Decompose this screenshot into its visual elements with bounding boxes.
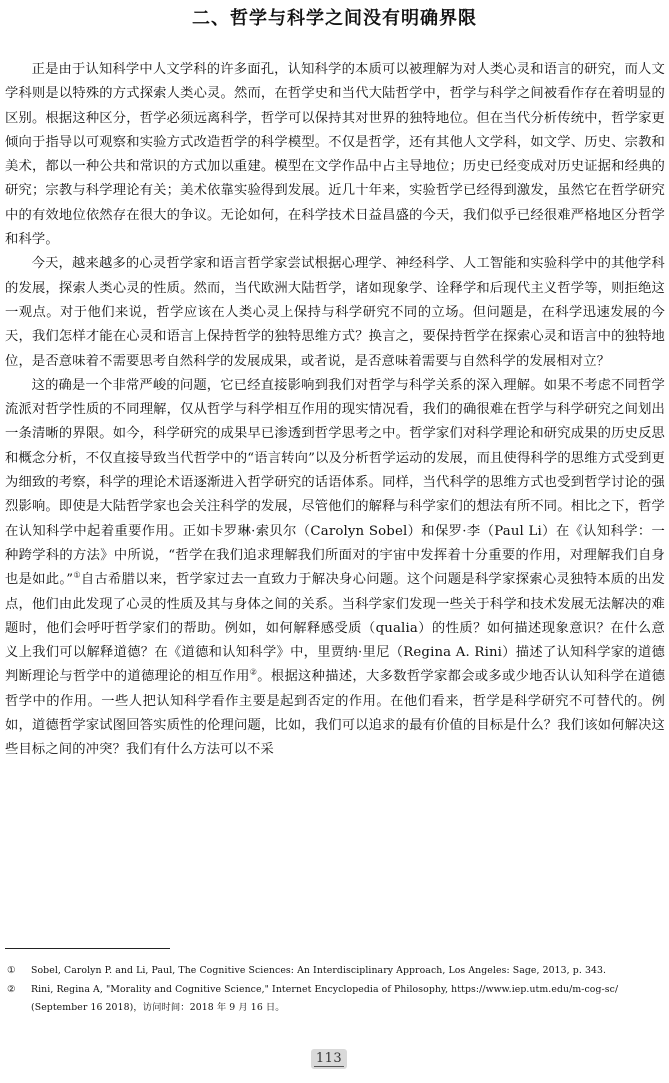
paragraph-1	[5, 58, 665, 252]
footnote-1	[5, 962, 665, 980]
footnote-mark: ②	[7, 984, 16, 995]
page-number-text: 113	[315, 1051, 343, 1066]
paragraph-2	[5, 252, 665, 373]
footnote-divider	[5, 948, 170, 949]
paragraph-text: 正是由于认知科学中人文学科的许多面孔，认知科学的本质可以被理解为对人类心灵和语言的研究，而人文学科则是以特殊的方式探索人类心灵。然而，在哲学史和当代大陆哲学中，哲学与科学之间被看作存在着明显的区别。根据这种区分，哲学必须远离科学，哲学可以保持其对世界的独特地位。但在当代分析传统中，哲学家更倾向于指导以可观察和实验方式改造哲学的科学模型。不仅是哲学，还有其他人文学科，如文学、历史、宗教和美术，都以一种公共和常识的方式加以重建。模型在文学作品中占主导地位；历史已经变成对历史证据和经典的研究；宗教与科学理论有关；美术依靠实验得到发展。近几十年来，实验哲学已经得到激发，虽然它在哲学研究中的有效地位依然存在很大的争议。无论如何，在科学技术日益昌盛的今天，我们似乎已经很难严格地区分哲学和科学。	[5, 62, 665, 248]
paragraph-text: 今天，越来越多的心灵哲学家和语言哲学家尝试根据心理学、神经科学、人工智能和实验科学中的其他学科的发展，探索人类心灵的性质。然而，当代欧洲大陆哲学，诸如现象学、诠释学和后现代主义哲学等，则拒绝这一观点。对于他们来说，哲学应该在人类心灵上保持与科学研究不同的立场。但问题是，在科学迅速发展的今天，我们怎样才能在心灵和语言上保持哲学的独特思维方式？换言之，要保持哲学在探索心灵和语言中的独特地位，是否意味着不需要思考自然科学的发展成果，或者说，是否意味着需要与自然科学的发展相对立？	[5, 256, 665, 369]
footnotes	[5, 962, 665, 1018]
footnote-text: Sobel, Carolyn P. and Li, Paul, The Cognitive Sciences: An Interdisciplinary Approach, Los Angeles: Sage, 2013, p. 343.	[31, 965, 607, 976]
footnote-mark: ①	[7, 965, 16, 976]
footnote-2	[5, 981, 665, 1017]
body-text	[5, 58, 665, 763]
paragraph-text: 这的确是一个非常严峻的问题，它已经直接影响到我们对哲学与科学关系的深入理解。如果不考虑不同哲学流派对哲学性质的不同理解，仅从哲学与科学相互作用的现实情况看，我们的确很难在哲学与科学研究之间划出一条清晰的界限。如今，科学研究的成果早已渗透到哲学思考之中。哲学家们对科学理论和研究成果的历史反思和概念分析，不仅直接导致当代哲学中的“语言转向”以及分析哲学运动的发展，而且使得科学的思维方式受到更为细致的考察，科学的理论术语逐渐进入哲学研究的话语体系。同样，当代科学的思维方式也受到哲学讨论的强烈影响。即使是大陆哲学家也会关注科学的发展，尽管他们的解释与科学家们的想法有所不同。相比之下，哲学在认知科学中起着重要作用。正如卡罗琳·索贝尔（Carolyn Sobel）和保罗·李（Paul Li）在《认知科学：一种跨学科的方法》中所说，“哲学在我们追求理解我们所面对的宇宙中发挥着十分重要的作用，对理解我们自身也是如此。”	[5, 377, 665, 588]
paragraph-text: 。根据这种描述，大多数哲学家都会或多或少地否认认知科学在道德哲学中的作用。一些人把认知科学看作主要是起到否定的作用。在他们看来，哲学是科学研究不可替代的。例如，道德哲学家试图回答实质性的伦理问题，比如，我们可以追求的最有价值的目标是什么？我们该如何解决这些目标之间的冲突？我们有什么方法可以不采	[5, 669, 666, 758]
page-number	[311, 1049, 347, 1069]
paragraph-3	[5, 374, 665, 763]
section-title: 二、哲学与科学之间没有明确界限	[192, 8, 477, 29]
paragraph-text: 自古希腊以来，哲学家过去一直致力于解决身心问题。这个问题是科学家探索心灵独特本质的出发点，他们由此发现了心灵的性质及其与身体之间的关系。当科学家们发现一些关于科学和技术发展无法解决的难题时，他们会呼吁哲学家们的帮助。例如，如何解释感受质（qualia）的性质？如何描述现象意识？在什么意义上我们可以解释道德？在《道德和认知科学》中，里贾纳·里尼（Regina A. Rini）描述了认知科学家的道德判断理论与哲学中的道德理论的相互作用	[5, 572, 665, 685]
footnote-ref-2[interactable]: ②	[249, 668, 258, 677]
footnote-text: Rini, Regina A, "Morality and Cognitive Science," Internet Encyclopedia of Philosophy, https://www.iep.utm.edu/m-cog-sc/ (September 16 2018)，访问时间：2018 年 9 月 16 日。	[31, 984, 619, 1013]
footnote-ref-1[interactable]: ①	[73, 570, 81, 580]
